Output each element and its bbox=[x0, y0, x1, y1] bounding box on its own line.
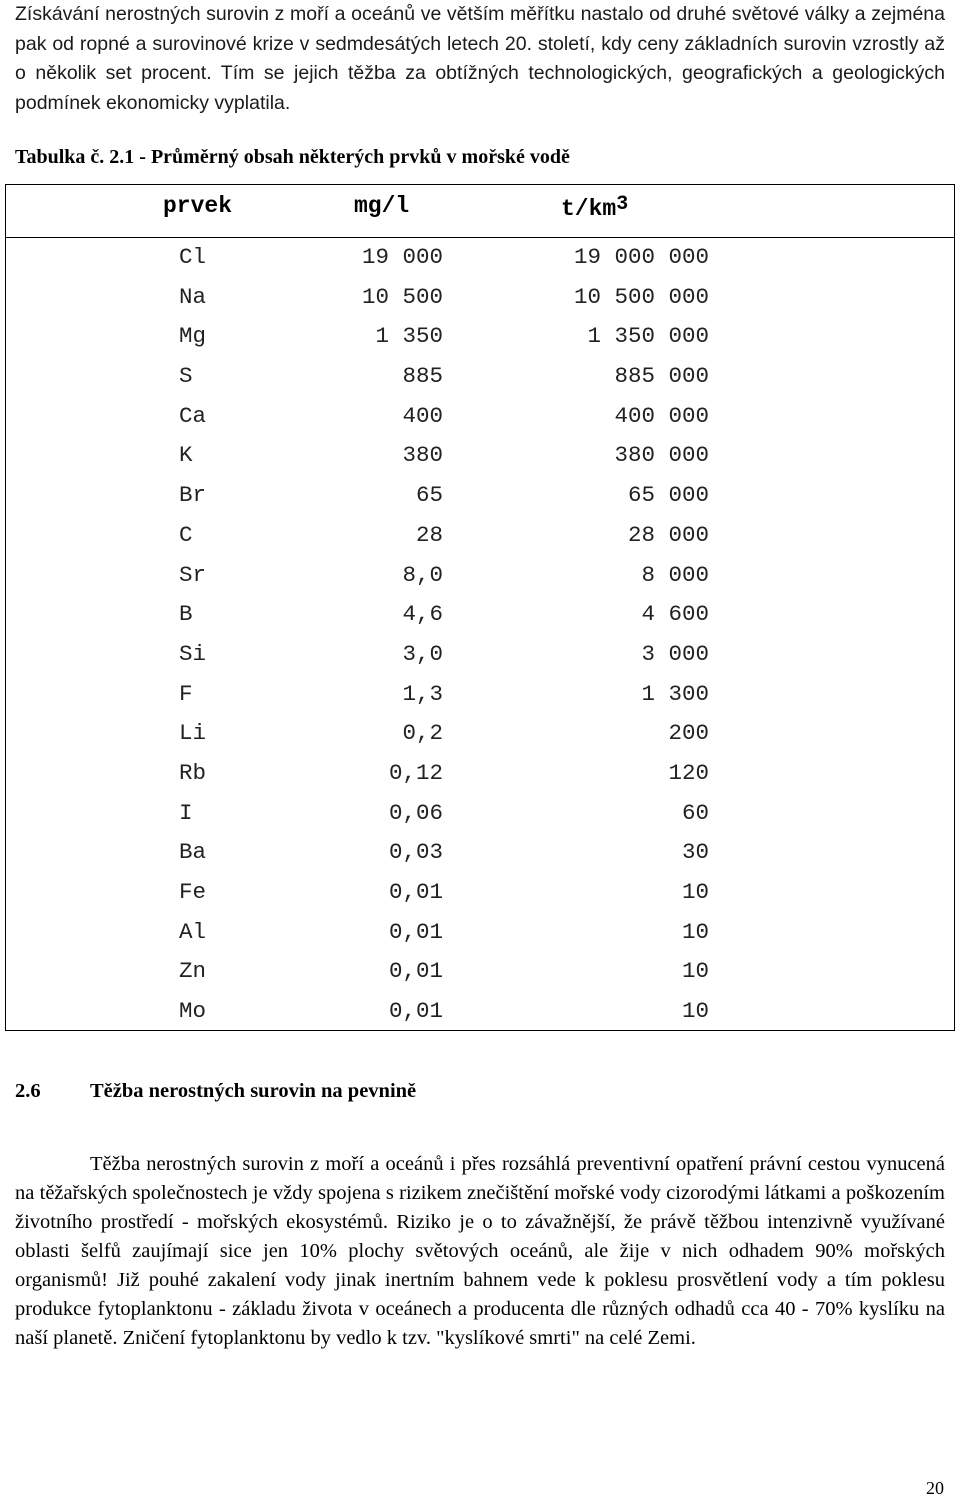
table-row bbox=[6, 714, 954, 754]
table-row bbox=[6, 357, 954, 397]
section-number: 2.6 bbox=[15, 1080, 41, 1102]
element-cell: Li bbox=[179, 720, 207, 747]
mg-per-liter-cell: 8,0 bbox=[402, 561, 443, 588]
table-row bbox=[6, 595, 954, 635]
table-row bbox=[6, 516, 954, 556]
page-number: 20 bbox=[926, 1478, 944, 1498]
tons-per-km3-cell: 8 000 bbox=[641, 561, 709, 588]
mg-per-liter-cell: 28 bbox=[415, 521, 443, 548]
element-cell: Fe bbox=[179, 879, 207, 905]
header-tons-label: t/km bbox=[561, 196, 617, 222]
mg-per-liter-cell: 0,01 bbox=[388, 879, 443, 905]
intro-paragraph: Získávání nerostných surovin z moří a oceánů ve větším měřítku nastalo od druhé světové války a zejména pak od ropné a surovinové krize v sedmdesátých letech 20. století, kdy ceny základních surovin vzrostly až o několik set procent. Tím se jejich těžba za obtížných technologických, geografických a geologických podmínek ekonomicky vyplatila. bbox=[15, 3, 945, 114]
mg-per-liter-cell: 885 bbox=[402, 363, 443, 390]
table-row bbox=[6, 556, 954, 596]
element-cell: Mg bbox=[179, 323, 207, 350]
tons-per-km3-cell: 28 000 bbox=[627, 521, 709, 548]
tons-per-km3-cell: 19 000 000 bbox=[573, 244, 709, 270]
table-row bbox=[6, 675, 954, 715]
element-cell: Sr bbox=[179, 561, 207, 588]
tons-per-km3-cell: 1 300 bbox=[641, 680, 709, 707]
mg-per-liter-cell: 0,01 bbox=[388, 918, 443, 945]
table-row bbox=[6, 397, 954, 437]
header-tons-per-km3 bbox=[561, 193, 628, 222]
tons-per-km3-cell: 60 bbox=[681, 799, 709, 826]
body-paragraph: Těžba nerostných surovin z moří a oceánů i přes rozsáhlá preventivní opatření právní cestou vynucená na těžařských společnostech je vždy spojena s rizikem znečištění mořské vody cizorodými látkami a poškozením životního prostředí - mořských ekosystémů. Riziko je o to závažnější, že právě těžbou intenzivně využívané oblasti šelfů zaujímají sice jen 10% plochy světových oceánů, ale žije v nich odhadem 90% mořských organismů! Již pouhé zakalení vody jinak inertním bahnem vede k poklesu prosvětlení vody a tím poklesu produkce fytoplanktonu - základu života v oceánech a producenta dle různých odhadů cca 40 - 70% kyslíku na naší planetě. Zničení fytoplanktonu by vedlo k tzv. "kyslíkové smrti" na celé Zemi. bbox=[15, 1153, 945, 1349]
mg-per-liter-cell: 65 bbox=[415, 482, 443, 509]
element-cell: I bbox=[179, 799, 193, 826]
tons-per-km3-cell: 10 bbox=[681, 998, 709, 1025]
mg-per-liter-cell: 0,06 bbox=[388, 799, 443, 826]
mg-per-liter-cell: 1 350 bbox=[375, 323, 443, 350]
mg-per-liter-cell: 1,3 bbox=[402, 680, 443, 707]
tons-per-km3-cell: 30 bbox=[681, 839, 709, 866]
table-row bbox=[6, 913, 954, 953]
table-row bbox=[6, 794, 954, 834]
tons-per-km3-cell: 400 000 bbox=[614, 402, 709, 429]
tons-per-km3-cell: 885 000 bbox=[614, 363, 709, 390]
tons-per-km3-cell: 380 000 bbox=[614, 442, 709, 469]
mg-per-liter-cell: 0,12 bbox=[388, 759, 443, 786]
tons-per-km3-cell: 200 bbox=[668, 720, 709, 747]
element-cell: Al bbox=[179, 918, 207, 945]
table-row bbox=[6, 476, 954, 516]
table-caption: Tabulka č. 2.1 - Průměrný obsah některých prvků v mořské vodě bbox=[15, 146, 570, 168]
element-cell: S bbox=[179, 363, 193, 390]
element-cell: Ca bbox=[179, 402, 207, 429]
element-cell: B bbox=[179, 601, 193, 628]
mg-per-liter-cell: 380 bbox=[402, 442, 443, 469]
header-tons-exponent: 3 bbox=[616, 193, 629, 216]
mg-per-liter-cell: 4,6 bbox=[402, 601, 443, 628]
element-cell: K bbox=[179, 442, 193, 469]
element-cell: Br bbox=[179, 482, 207, 509]
tons-per-km3-cell: 10 500 000 bbox=[573, 283, 709, 310]
tons-per-km3-cell: 1 350 000 bbox=[587, 323, 709, 350]
element-cell: Cl bbox=[179, 244, 207, 270]
element-cell: F bbox=[179, 680, 193, 707]
table-header bbox=[6, 185, 954, 238]
element-cell: Ba bbox=[179, 839, 207, 866]
mg-per-liter-cell: 400 bbox=[402, 402, 443, 429]
section-heading bbox=[15, 1077, 416, 1105]
tons-per-km3-cell: 10 bbox=[681, 958, 709, 985]
table-row bbox=[6, 873, 954, 913]
tons-per-km3-cell: 10 bbox=[681, 918, 709, 945]
table-row bbox=[6, 833, 954, 873]
mg-per-liter-cell: 0,2 bbox=[402, 720, 443, 747]
tons-per-km3-cell: 10 bbox=[681, 879, 709, 905]
element-cell: Mo bbox=[179, 998, 207, 1025]
table-row bbox=[6, 952, 954, 992]
tons-per-km3-cell: 120 bbox=[668, 759, 709, 786]
mg-per-liter-cell: 10 500 bbox=[361, 283, 443, 310]
table-row bbox=[6, 238, 954, 278]
element-cell: Si bbox=[179, 640, 207, 667]
tons-per-km3-cell: 4 600 bbox=[641, 601, 709, 628]
mg-per-liter-cell: 0,01 bbox=[388, 998, 443, 1025]
table-row bbox=[6, 635, 954, 675]
mg-per-liter-cell: 3,0 bbox=[402, 640, 443, 667]
table-row bbox=[6, 992, 954, 1032]
header-mg-per-liter: mg/l bbox=[354, 193, 410, 219]
table-row bbox=[6, 278, 954, 318]
element-cell: Rb bbox=[179, 759, 207, 786]
tons-per-km3-cell: 65 000 bbox=[627, 482, 709, 509]
table-row bbox=[6, 754, 954, 794]
element-table bbox=[5, 184, 955, 1031]
table-row bbox=[6, 317, 954, 357]
mg-per-liter-cell: 0,03 bbox=[388, 839, 443, 866]
mg-per-liter-cell: 19 000 bbox=[361, 244, 443, 270]
tons-per-km3-cell: 3 000 bbox=[641, 640, 709, 667]
table-body bbox=[6, 238, 954, 1032]
table-row bbox=[6, 436, 954, 476]
element-cell: Na bbox=[179, 283, 207, 310]
element-cell: Zn bbox=[179, 958, 207, 985]
section-title: Těžba nerostných surovin na pevnině bbox=[90, 1080, 417, 1102]
element-cell: C bbox=[179, 521, 193, 548]
header-element: prvek bbox=[163, 193, 233, 219]
mg-per-liter-cell: 0,01 bbox=[388, 958, 443, 985]
